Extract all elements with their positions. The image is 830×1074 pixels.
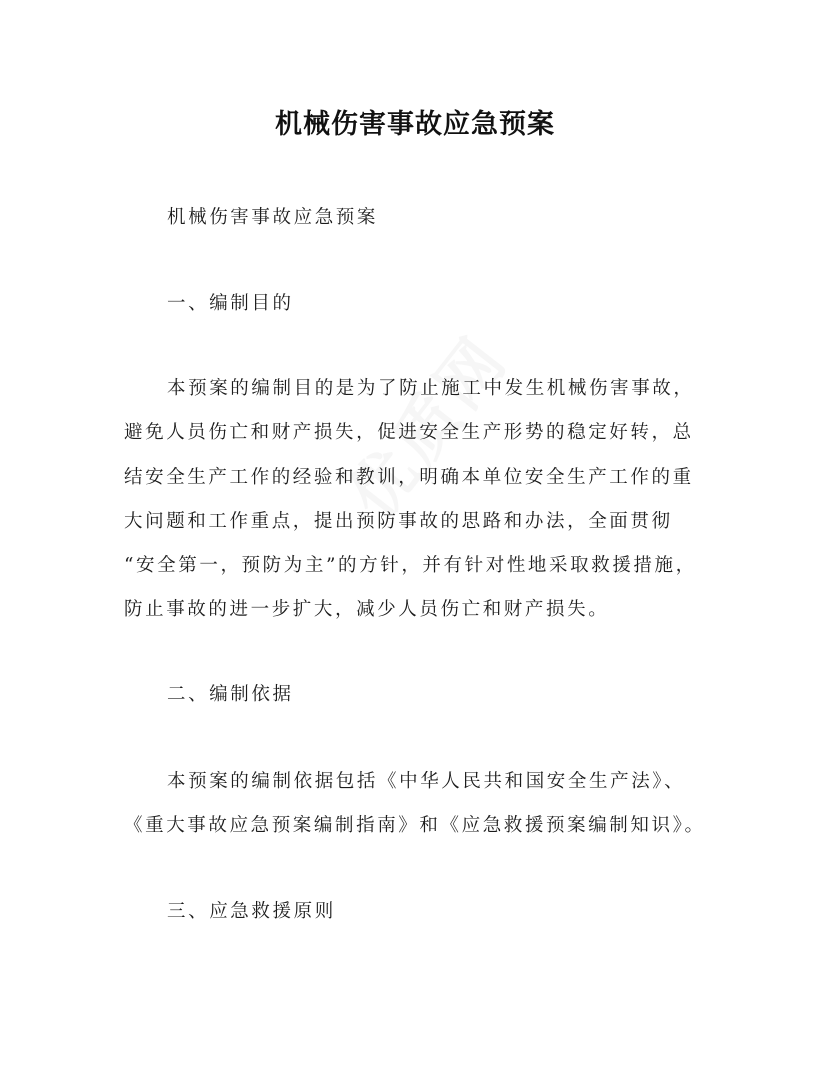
paragraph-1-line-6: 防止事故的进一步扩大，减少人员伤亡和财产损失。 [124,599,610,620]
subtitle-line: 机械伤害事故应急预案 [167,207,379,228]
paragraph-2-line-1: 本预案的编制依据包括《中华人民共和国安全生产法》、 [167,771,686,792]
paragraph-1-line-2: 避免人员伤亡和财产损失，促进安全生产形势的稳定好转，总 [124,422,694,443]
paragraph-1-line-5: “安全第一，预防为主”的方针，并有针对性地采取救援措施， [124,555,697,576]
section-heading-1: 一、编制目的 [167,293,294,314]
section-heading-3: 三、应急救援原则 [167,901,336,922]
section-heading-2: 二、编制依据 [167,684,294,705]
paragraph-2-line-2: 《重大事故应急预案编制指南》和《应急救援预案编制知识》。 [124,815,706,836]
document-title: 机械伤害事故应急预案 [275,109,555,140]
paragraph-1-line-3: 结安全生产工作的经验和教训，明确本单位安全生产工作的重 [124,467,694,488]
paragraph-1-line-1: 本预案的编制目的是为了防止施工中发生机械伤害事故， [167,378,695,399]
paragraph-1-line-4: 大问题和工作重点，提出预防事故的思路和办法，全面贯彻 [124,511,673,532]
